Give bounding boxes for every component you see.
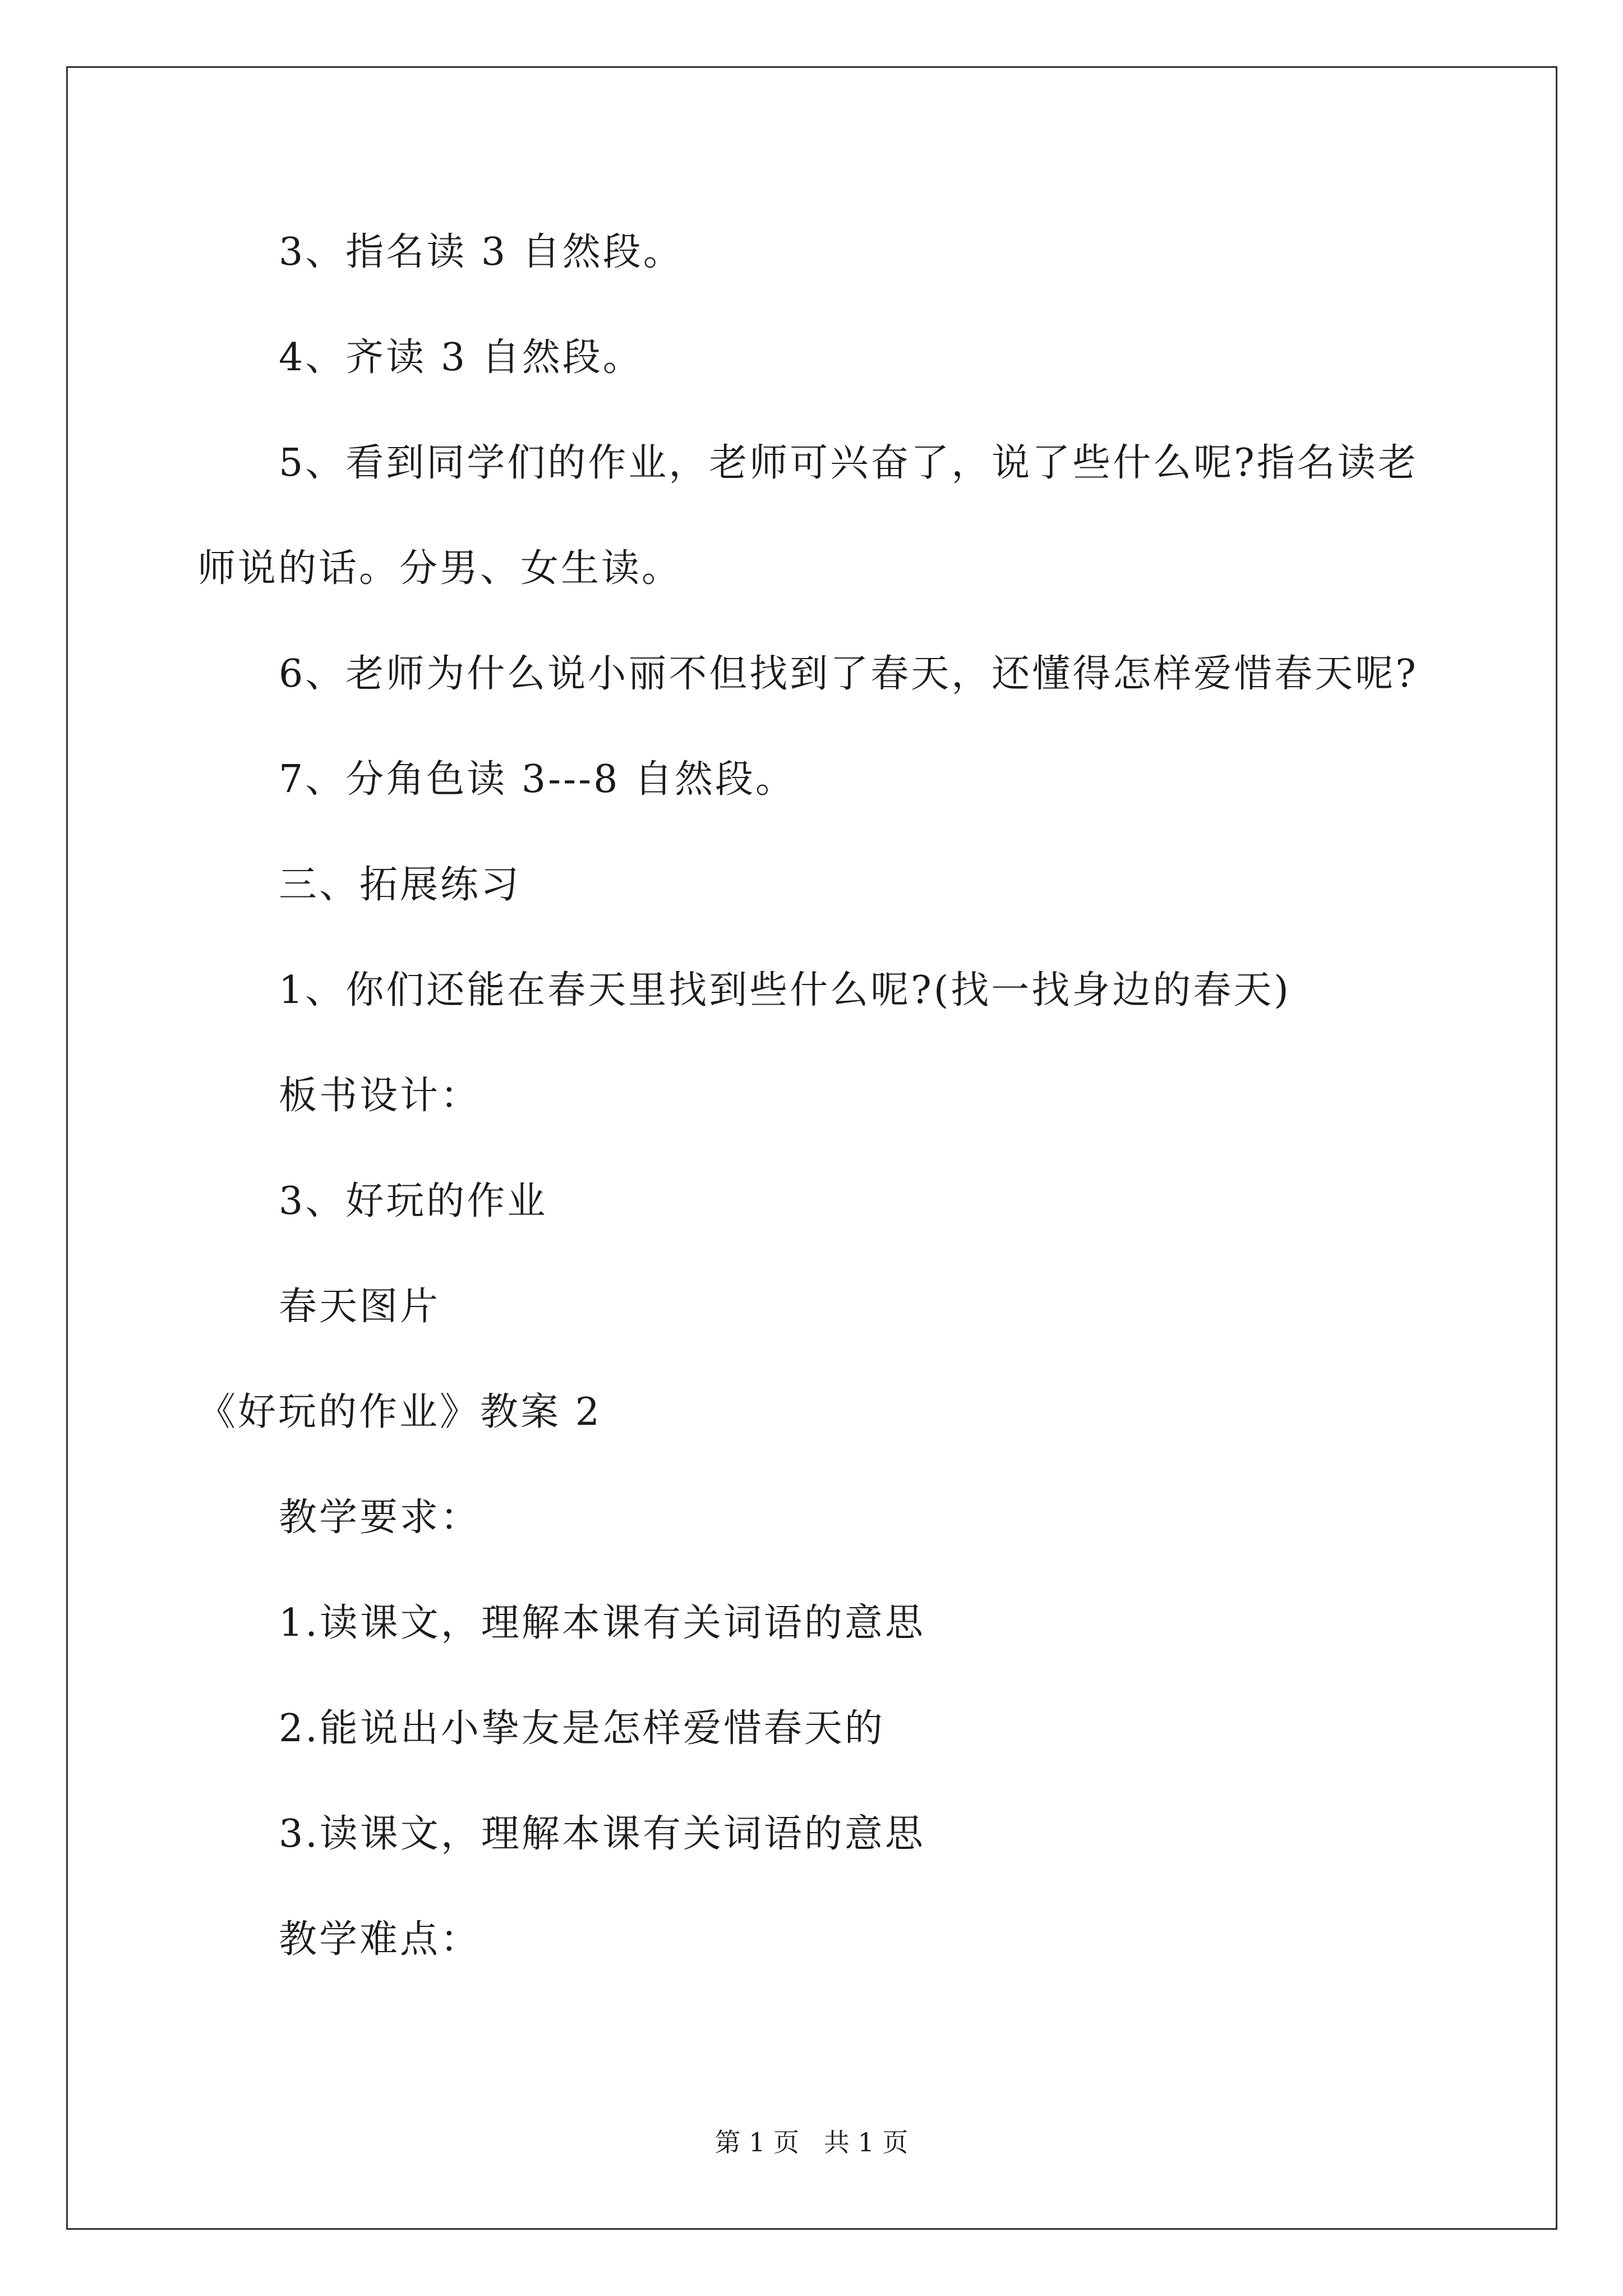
page-footer: 第 1 页 共 1 页 [714, 2127, 909, 2157]
paragraph-line: 1、你们还能在春天里找到些什么呢?(找一找身边的春天) [279, 968, 1291, 1013]
document-title: 《好玩的作业》教案 2 [197, 1390, 602, 1434]
paragraph-line: 5、看到同学们的作业，老师可兴奋了，说了些什么呢?指名读老 [279, 441, 1418, 485]
section-heading: 三、拓展练习 [279, 863, 522, 907]
paragraph-line: 教学难点： [279, 1917, 481, 1962]
paragraph-line: 4、齐读 3 自然段。 [279, 335, 643, 380]
paragraph-line: 6、老师为什么说小丽不但找到了春天，还懂得怎样爱惜春天呢? [279, 652, 1418, 696]
paragraph-line: 2.能说出小挚友是怎样爱惜春天的 [279, 1706, 885, 1751]
paragraph-line: 3.读课文，理解本课有关词语的意思 [279, 1812, 925, 1856]
paragraph-line: 春天图片 [279, 1285, 441, 1329]
page-border [66, 66, 1557, 2230]
paragraph-line: 3、指名读 3 自然段。 [279, 230, 684, 274]
paragraph-line: 7、分角色读 3---8 自然段。 [279, 757, 796, 802]
paragraph-line: 1.读课文，理解本课有关词语的意思 [279, 1601, 925, 1645]
paragraph-line: 3、好玩的作业 [279, 1179, 548, 1223]
paragraph-line: 师说的话。分男、女生读。 [197, 546, 683, 591]
paragraph-line: 教学要求： [279, 1496, 481, 1540]
paragraph-line: 板书设计： [279, 1074, 481, 1118]
